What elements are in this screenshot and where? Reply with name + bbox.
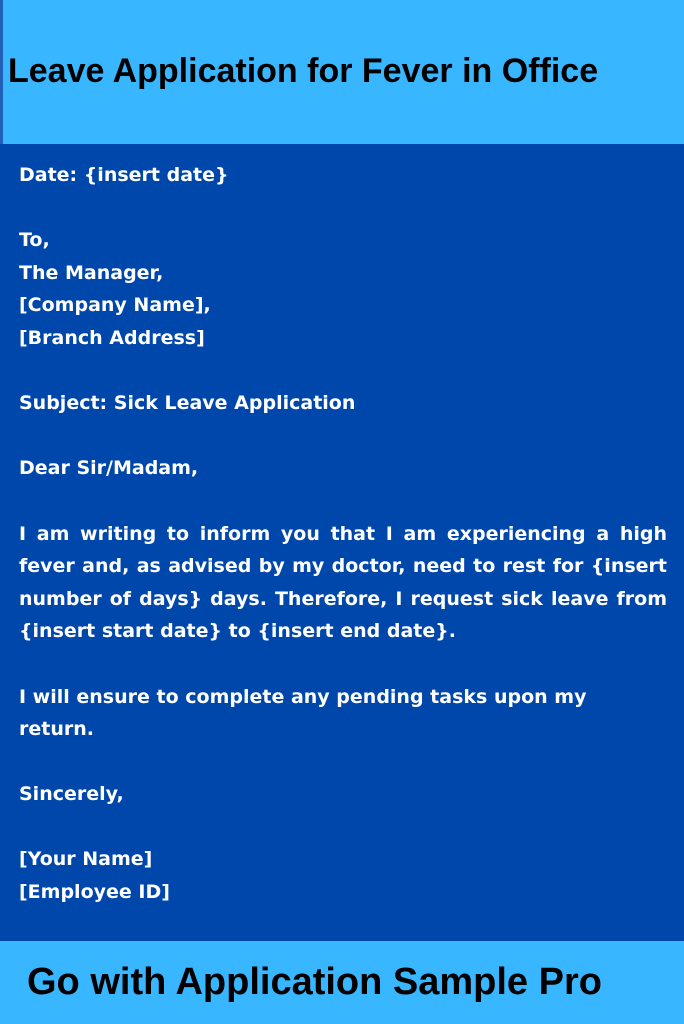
spacer	[19, 746, 667, 779]
body-paragraph-2: I will ensure to complete any pending tasks upon my return.	[19, 685, 587, 741]
signature-name: [Your Name]	[19, 848, 153, 871]
spacer	[19, 485, 667, 518]
letter-content	[19, 159, 667, 909]
body-paragraph-1: I am writing to inform you that I am experiencing a high fever and, as advised by my doctor, need to rest for {insert number of days} days. Therefore, I request sick leave from {insert start date} to {insert end date}.	[19, 522, 667, 643]
subject-line: Subject: Sick Leave Application	[19, 392, 356, 415]
date-line: Date: {insert date}	[19, 164, 229, 186]
footer-text: Go with Application Sample Pro	[27, 961, 602, 1003]
page-title: Leave Application for Fever in Office	[8, 52, 599, 90]
signature-employee-id: [Employee ID]	[19, 881, 170, 904]
spacer	[19, 648, 667, 681]
to-line: To,	[19, 229, 50, 252]
spacer	[19, 811, 667, 844]
header-edge-accent	[0, 0, 3, 144]
recipient-title: The Manager,	[19, 261, 164, 284]
closing-line: Sincerely,	[19, 783, 124, 806]
spacer	[19, 355, 667, 388]
company-name: [Company Name],	[19, 294, 211, 317]
salutation: Dear Sir/Madam,	[19, 457, 199, 480]
spacer	[19, 420, 667, 453]
spacer	[19, 192, 667, 225]
branch-address: [Branch Address]	[19, 326, 205, 349]
